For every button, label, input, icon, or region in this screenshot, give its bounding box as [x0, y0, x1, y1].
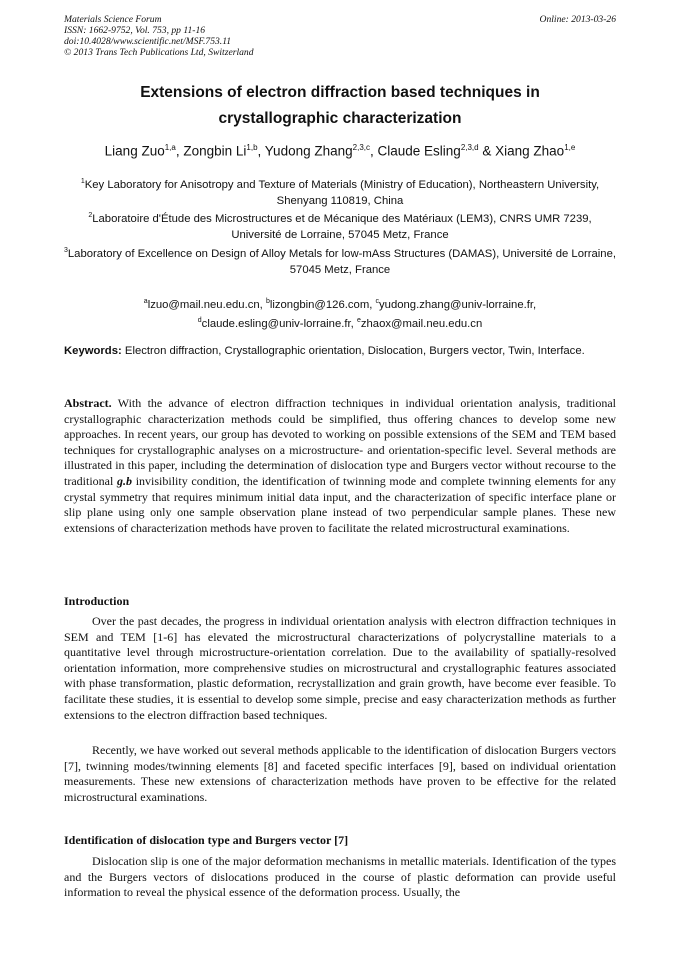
affiliation-3	[60, 243, 620, 278]
author-separator: &	[478, 143, 496, 159]
affiliation-1	[64, 174, 616, 209]
email-line-1	[64, 294, 616, 313]
email-address: lizongbin@126.com	[269, 298, 370, 311]
abstract-text-continued: invisibility condition, the identification of twinning mode and complete twinning elements for any crystal symmetry that requires minimum initial data input, and the characterization of specific interface plane or slip plane using only one sample observation plane instead of two perpendicular sample planes. These new extensions of characterization methods have proven to facilitate the related microstructural examinations.	[64, 473, 617, 535]
online-date: Online: 2013-03-26	[539, 14, 616, 25]
keywords	[64, 344, 616, 359]
author-separator: ,	[369, 143, 378, 159]
email-line-2	[64, 313, 616, 332]
email-address: claude.esling@univ-lorraine.fr	[201, 317, 351, 330]
paper-title	[64, 80, 616, 132]
affiliation-text: Laboratory of Excellence on Design of Alloy Metals for low-mAss Structures (DAMAS), Université de Lorraine, 57045 Metz, France	[67, 247, 617, 276]
journal-name: Materials Science Forum	[64, 14, 162, 25]
section-heading-introduction: Introduction	[64, 594, 130, 608]
author-name: Yudong Zhang	[264, 143, 353, 159]
author-name: Zongbin Li	[183, 143, 247, 159]
title-line-2: crystallographic characterization	[218, 110, 462, 127]
abstract-text: With the advance of electron diffraction techniques in individual orientation analysis, traditional crystallographic characterization methods could be simplified, thus offering chances to develop some new approaches. In recent years, our group has devoted to working on possible extensions of the SEM and TEM based techniques for crystallographic analyses on a microstructure- and orientation-specific level. Several methods are illustrated in this paper, including the determination of dislocation type and Burgers vector without recourse to the traditional	[64, 396, 616, 488]
title-line-1: Extensions of electron diffraction based techniques in	[140, 84, 540, 101]
affiliation-2	[64, 208, 616, 243]
section-heading-dislocation: Identification of dislocation type and Burgers vector [7]	[64, 833, 349, 847]
author-name: Claude Esling	[377, 143, 461, 159]
author-affil-sup: 2,3,c	[352, 143, 370, 152]
email-sup: b	[265, 298, 270, 305]
author-affil-sup: 2,3,d	[460, 143, 479, 152]
issn-line: ISSN: 1662-9752, Vol. 753, pp 11-16	[64, 25, 206, 36]
author-separator: ,	[175, 143, 184, 159]
doi-line: doi:10.4028/www.scientific.net/MSF.753.11	[64, 36, 232, 47]
journal-header	[64, 14, 616, 58]
email-address: zhaox@mail.neu.edu.cn	[360, 317, 483, 330]
email-sup: e	[356, 316, 361, 324]
email-sup: a	[143, 298, 148, 305]
email-separator: ,	[350, 317, 357, 330]
email-list	[64, 294, 616, 332]
email-separator: ,	[533, 298, 537, 311]
author-affil-sup: 1,a	[164, 143, 176, 152]
introduction-paragraph-2: Recently, we have worked out several methods applicable to the identification of dislocation Burgers vectors [7], twinning modes/twinning elements [8] and faceted specific interfaces [9], based on individual orientation measurements. These new extensions of characterization methods have proven to be effective for the related microstructural examinations.	[64, 743, 616, 804]
email-separator: ,	[259, 298, 266, 311]
keywords-text: Electron diffraction, Crystallographic orientation, Dislocation, Burgers vector, Twin, Interface.	[124, 345, 585, 357]
introduction-paragraph-1: Over the past decades, the progress in individual orientation analysis with electron diffraction techniques in SEM and TEM [1-6] has elevated the microstructural characterizations of polycrystalline materials to a quantitative level through microstructure-orientation correlation. Due to the availability of spatially-resolved orientation information, more comprehensive studies on microstructural and crystallographic features associated with phase transformation, plastic deformation, recrystallization and grain growth, have become ever feasible. To facilitate these studies, it is essential to develop some simple, precise and easy characterization methods as further extensions to the electron diffraction based techniques.	[64, 614, 616, 722]
author-affil-sup: 1,b	[246, 143, 258, 152]
author-separator: ,	[257, 143, 265, 159]
abstract	[64, 396, 616, 536]
author-list	[50, 139, 630, 161]
keywords-label: Keywords:	[64, 345, 122, 357]
copyright-line: © 2013 Trans Tech Publications Ltd, Switzerland	[64, 47, 254, 58]
email-address: lzuo@mail.neu.edu.cn	[147, 298, 260, 311]
author-name: Xiang Zhao	[495, 143, 565, 159]
affiliation-text: Key Laboratory for Anisotropy and Texture of Materials (Ministry of Education), Northeastern University, Shenyang 110819, China	[84, 178, 600, 207]
email-sup: d	[197, 316, 202, 324]
abstract-label: Abstract.	[64, 396, 112, 410]
email-separator: ,	[369, 298, 376, 311]
author-name: Liang Zuo	[104, 143, 165, 159]
email-address: yudong.zhang@univ-lorraine.fr	[379, 298, 534, 311]
author-affil-sup: 1,e	[564, 143, 576, 152]
affiliation-number: 1	[80, 178, 85, 185]
affiliation-number: 2	[88, 212, 93, 219]
gb-symbol: g.b	[117, 473, 133, 488]
dislocation-paragraph-1: Dislocation slip is one of the major deformation mechanisms in metallic materials. Identification of the types and the Burgers vectors of dislocations produced in the course of plastic deformation can provide useful information to reveal the physical essence of the deformation process. Usually, the	[64, 854, 616, 900]
email-sup: c	[375, 298, 380, 305]
affiliation-number: 3	[63, 247, 68, 254]
affiliation-text: Laboratoire d'Étude des Microstructures et de Mécanique des Matériaux (LEM3), CNRS UMR 7239, Université de Lorraine, 57045 Metz, France	[92, 212, 592, 241]
